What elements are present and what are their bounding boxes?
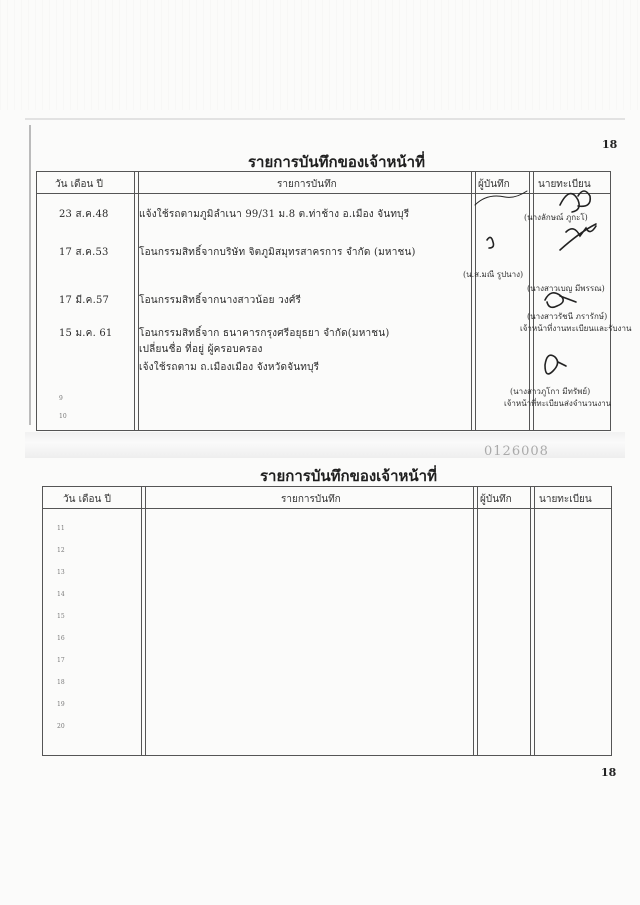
registrar-caption: (นางสาวรัชนี ภรารักษ์) xyxy=(527,312,608,321)
lower-table-title: รายการบันทึกของเจ้าหน้าที่ xyxy=(260,467,437,485)
row-number: 10 xyxy=(59,413,67,420)
row-number: 15 xyxy=(57,613,65,620)
serial-number: 0126008 xyxy=(484,444,549,459)
upper-page-number: 18 xyxy=(602,138,618,151)
col-divider xyxy=(530,487,535,755)
header-record: รายการบันทึก xyxy=(281,494,341,505)
registrar-caption: (นางสาวเบญ มีพรรณ) xyxy=(527,284,605,293)
header-recorder: ผู้บันทึก xyxy=(480,494,512,505)
registrar-caption: เจ้าหน้าที่งานทะเบียนและรับงาน xyxy=(520,324,632,333)
col-divider xyxy=(141,487,146,755)
registrar-caption: (นางสาวภูโกา มีทรัพย์) xyxy=(510,387,591,396)
row-number: 16 xyxy=(57,635,65,642)
signature-scribble xyxy=(560,224,596,250)
entry-date: 17 ส.ค.53 xyxy=(59,247,109,258)
header-registrar: นายทะเบียน xyxy=(538,179,591,190)
lower-record-table xyxy=(42,486,612,756)
header-divider xyxy=(43,508,611,509)
row-number: 19 xyxy=(57,701,65,708)
row-number: 14 xyxy=(57,591,65,598)
row-number: 12 xyxy=(57,547,65,554)
header-recorder: ผู้บันทึก xyxy=(478,179,510,190)
row-number: 20 xyxy=(57,723,65,730)
header-date: วัน เดือน ปี xyxy=(63,494,111,505)
entry-text-line2: เปลี่ยนชื่อ ที่อยู่ ผู้ครอบครอง xyxy=(139,344,263,355)
registrar-caption: เจ้าหน้าที่ทะเบียนส่งจำนวนงาน xyxy=(504,399,612,408)
header-record: รายการบันทึก xyxy=(277,179,337,190)
entry-date: 15 ม.ค. 61 xyxy=(59,328,113,339)
signature-scribble xyxy=(560,191,590,212)
recorder-caption: (น.ส.มณี รูปนาง) xyxy=(463,270,524,279)
entry-text: โอนกรรมสิทธิ์จากนางสาวน้อย วงศ์รี xyxy=(139,295,302,306)
signature-scribble xyxy=(475,191,527,205)
row-number: 11 xyxy=(57,525,65,532)
upper-table-title: รายการบันทึกของเจ้าหน้าที่ xyxy=(248,153,425,171)
signature-scribble xyxy=(545,293,576,308)
entry-date: 17 มี.ค.57 xyxy=(59,295,110,306)
entry-date: 23 ส.ค.48 xyxy=(59,209,109,220)
row-number: 13 xyxy=(57,569,65,576)
row-number: 9 xyxy=(59,395,63,402)
header-registrar: นายทะเบียน xyxy=(539,494,592,505)
col-divider xyxy=(473,487,478,755)
signature-scribble xyxy=(545,355,566,374)
entry-text-line3: เจ้งใช้รถตาม ถ.เมืองเมือง จังหวัดจันทบุรี xyxy=(139,362,320,373)
row-number: 17 xyxy=(57,657,65,664)
entry-text: โอนกรรมสิทธิ์จากบริษัท จิตภูมิสมุทรสาครการ จำกัด (มหาชน) xyxy=(139,247,416,258)
entry-text: โอนกรรมสิทธิ์จาก ธนาคารกรุงศรีอยุธยา จำกัด(มหาชน) xyxy=(139,328,390,339)
signature-scribble xyxy=(487,237,494,248)
row-number: 18 xyxy=(57,679,65,686)
registrar-caption: (นางลักษณ์ ภูกะโ) xyxy=(524,213,588,222)
entry-text: แจ้งใช้รถตามภูมิลำเนา 99/31 ม.8 ต.ท่าช้าง อ.เมือง จันทบุรี xyxy=(139,209,410,220)
lower-page-number: 18 xyxy=(601,766,617,779)
header-date: วัน เดือน ปี xyxy=(55,179,103,190)
